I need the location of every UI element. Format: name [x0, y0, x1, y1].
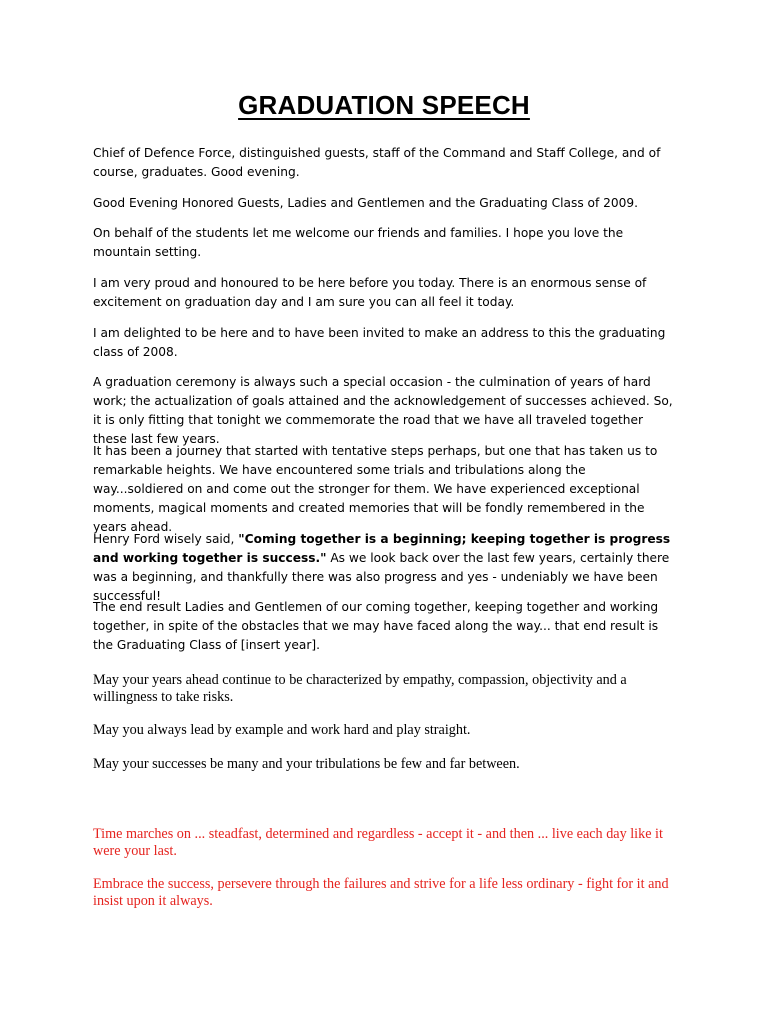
paragraph-honored-guests: Good Evening Honored Guests, Ladies and Gentlemen and the Graduating Class of 2009.	[93, 196, 639, 210]
paragraph-welcome: On behalf of the students let me welcome our friends and families. I hope you love the mountain setting.	[93, 226, 624, 259]
page-title	[0, 90, 768, 121]
paragraph-delighted: I am delighted to be here and to have been invited to make an address to this the graduating class of 2008.	[93, 326, 666, 359]
wish-lead-by-example: May you always lead by example and work hard and play straight.	[93, 722, 471, 738]
wish-years-ahead: May your years ahead continue to be characterized by empathy, compassion, objectivity and a willingness to take risks.	[93, 672, 627, 705]
paragraph-end-result: The end result Ladies and Gentlemen of our coming together, keeping together and working together, in spite of the obstacles that we may have faced along the way... that end result is the Graduating Class of [insert year].	[93, 600, 659, 652]
paragraph-proud: I am very proud and honoured to be here before you today. There is an enormous sense of excitement on graduation day and I am sure you can all feel it today.	[93, 276, 647, 309]
paragraph-journey: It has been a journey that started with tentative steps perhaps, but one that has taken us to remarkable heights. We have encountered some trials and tribulations along the way...soldiered on and come out the stronger for them. We have experienced exceptional moments, magical moments and created memories that will be fondly remembered in the years ahead.	[93, 444, 658, 534]
paragraph-henry-ford	[93, 530, 678, 606]
wish-successes: May your successes be many and your tribulations be few and far between.	[93, 756, 520, 772]
henry-ford-intro: Henry Ford wisely said,	[93, 532, 239, 546]
paragraph-greeting: Chief of Defence Force, distinguished guests, staff of the Command and Staff College, and of course, graduates. Good evening.	[93, 146, 661, 179]
red-quote-time-marches: Time marches on ... steadfast, determined and regardless - accept it - and then ... live each day like it were your last.	[93, 826, 663, 859]
henry-ford-quote: "Coming together is a beginning; keeping together is progress and working together is success."	[93, 532, 671, 565]
red-quote-embrace-success: Embrace the success, persevere through the failures and strive for a life less ordinary - fight for it and insist upon it always.	[93, 876, 669, 909]
henry-ford-outro: As we look back over the last few years, certainly there was a beginning, and thankfully there was also progress and yes - undeniably we have been successful!	[93, 551, 670, 603]
paragraph-ceremony: A graduation ceremony is always such a special occasion - the culmination of years of hard work; the actualization of goals attained and the acknowledgement of successes achieved. So, it is only fitting that tonight we commemorate the road that we have all traveled together these last few years.	[93, 375, 673, 446]
title-text: GRADUATION SPEECH	[238, 90, 530, 120]
